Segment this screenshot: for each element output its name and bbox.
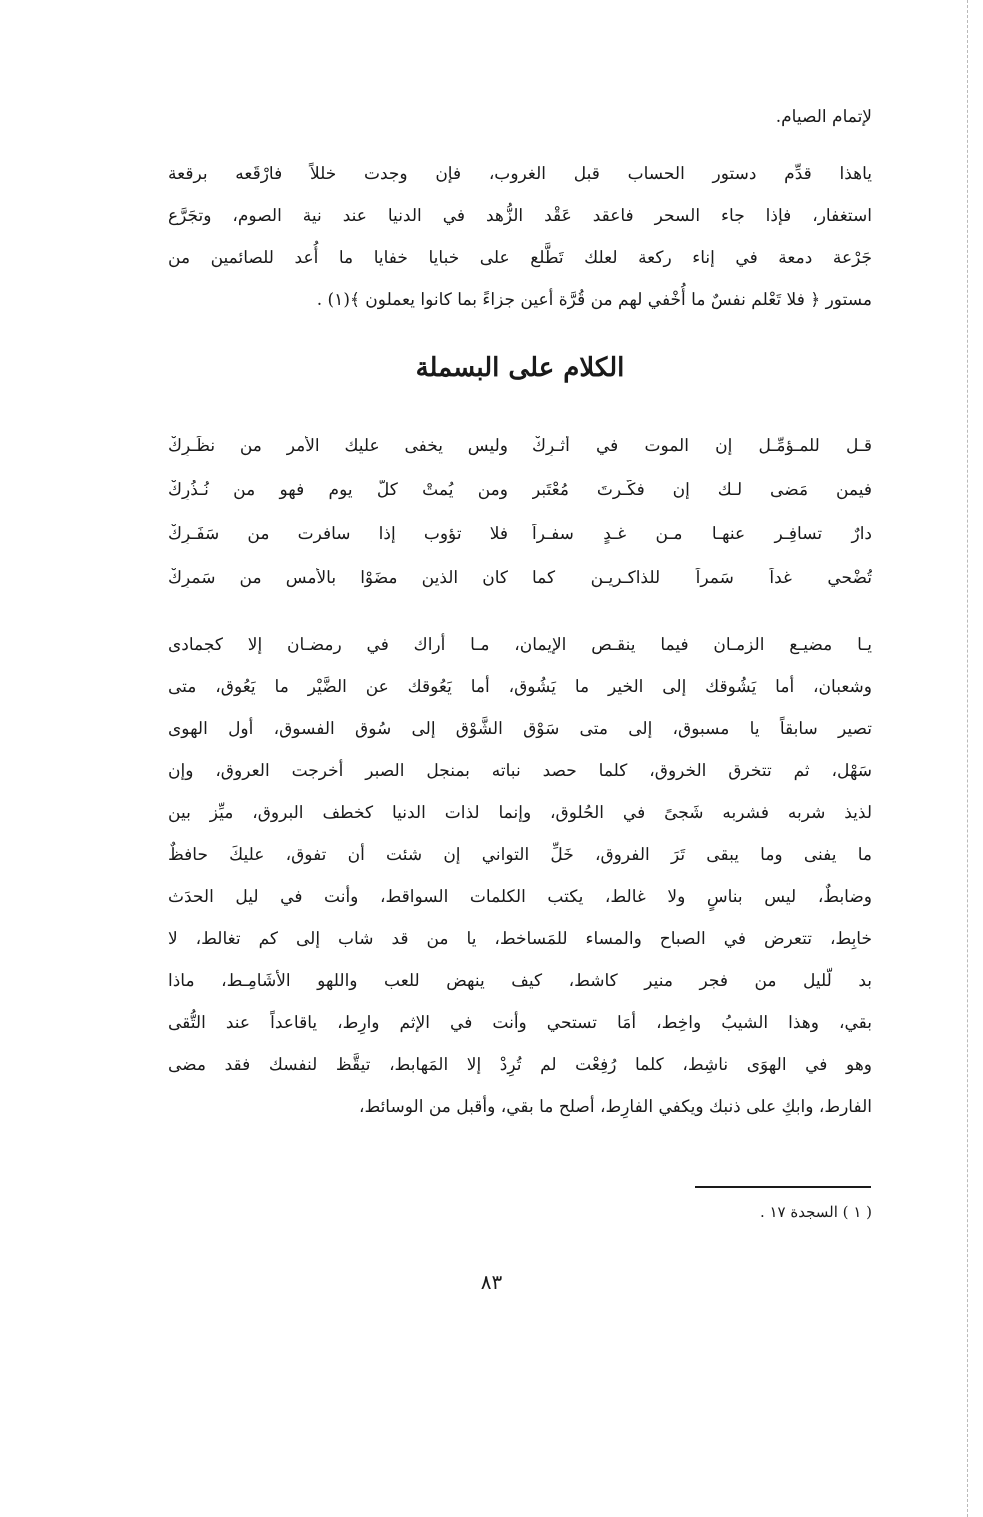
text-line: ما يفنى وما يبقى تَرَ الفروق، خَلِّ التواني إن شئت أن تفوق، عليكَ حافظٌ (168, 845, 872, 865)
text-line: لإتمام الصيام. (775, 107, 872, 127)
text-line: وضابطٌ، ليس بناسٍ ولا غالط، يكتب الكلمات السواقط، وأنت في ليل الحدَث (168, 887, 872, 907)
verse-second-hemistich: وليس يخفى عليك الأمر من نظَـرِكْ (168, 436, 508, 456)
footnote: ( ١ ) السجدة ١٧ . (759, 1203, 872, 1221)
text-line: وشعبان، أما يَشُوقك إلى الخير ما يَشُوق، أما يَعُوقك عن الضَّيْر ما يَعُوق، متى (168, 677, 872, 697)
footnote-separator (695, 1186, 871, 1188)
verse-first-hemistich: دارٌ تسافِـر عنهـا مـن غـدٍ سفـراً (532, 524, 872, 544)
poem-verse (168, 468, 872, 512)
section-heading: الكلام على البسملة (415, 353, 625, 383)
verse-first-hemistich: تُضْحي غداً سَمراً للذاكـريـن كما (532, 568, 872, 588)
verse-second-hemistich: فلا تؤوب إذا سافرت من سَفَـرِكْ (168, 524, 508, 544)
page-edge-line (967, 0, 968, 1517)
text-line: استغفار، فإذا جاء السحر فاعقد عَقْد الزُّهد في الدنيا عند نية الصوم، وتجَرَّع (168, 206, 872, 226)
text-line: الفارط، وابكِ على ذنبك ويكفي الفارِط، أصلح ما بقي، وأقبل من الوسائط، (358, 1097, 872, 1117)
page-number: ٨٣ (480, 1270, 503, 1294)
poem-verse (168, 424, 872, 468)
text-line: بقي، وهذا الشيبُ واخِط، أمَا تستحي وأنت في الإثم وارِط، ياقاعداً عند التُّقى (168, 1013, 872, 1033)
text-line: يـا مضيـع الزمـان فيما ينقـص الإيمان، مـا أراك في رمضـان إلا كجمادى (168, 635, 872, 655)
poem (168, 424, 872, 600)
text-line: سَهْل، ثم تتخرق الخروق، كلما حصد نباته بمنجل الصبر أخرجت العروق، وإن (168, 761, 872, 781)
text-line: بد لّليل من فجر منير كاشط، كيف ينهض للعب واللهو الأشَامِـط، ماذا (168, 971, 872, 991)
text-line: جَرْعة دمعة في إناء ركعة لعلك تَطَّلع على خبايا خفايا ما أُعد للصائمين من (168, 248, 872, 268)
verse-first-hemistich: فيمن مَضى لـك إن فكَّـرتَ مُعْتَبر (532, 480, 872, 500)
text-line: وهو في الهوَى ناشِط، كلما رُفِعْت لم تُرِدْ إلا المَهابط، تيقَّظ لنفسك فقد مضى (168, 1055, 872, 1075)
poem-verse (168, 556, 872, 600)
verse-second-hemistich: ومن يُمتْ كلَّ يوم فهو من نُـذُرِكْ (168, 480, 508, 500)
text-line: خابِط، تتعرض في الصباح والمساء للمَساخط، يا من قد شاب إلى كم تغالط، لا (168, 929, 872, 949)
top-line (168, 96, 872, 138)
paragraph-2 (168, 624, 872, 1128)
paragraph-1 (168, 153, 872, 321)
text-line: ياهذا قدِّم دستور الحساب قبل الغروب، فإن وجدت خللاً فارْقَعه برقعة (168, 164, 872, 184)
verse-second-hemistich: كان الذين مضَوْا بالأمسِ من سَمرِكْ (168, 568, 508, 588)
verse-first-hemistich: قـل للمـؤمِّـل إن الموت في أثـرِكْ (532, 436, 872, 456)
text-line: تصير سابقاً يا مسبوق، إلى متى سَوْق الشَّوْق إلى سُوق الفسوق، أول الهوى (168, 719, 872, 739)
text-line: لذيذ شربه فشربه شَجىً في الحُلوق، وإنما لذات الدنيا كخطف البروق، ميِّز بين (168, 803, 872, 823)
text-line: مستور ﴿ فلا تَعْلم نفسٌ ما أُخْفي لهم من قُرَّة أعين جزاءً بما كانوا يعملون ﴾(١) . (316, 290, 872, 310)
poem-verse (168, 512, 872, 556)
